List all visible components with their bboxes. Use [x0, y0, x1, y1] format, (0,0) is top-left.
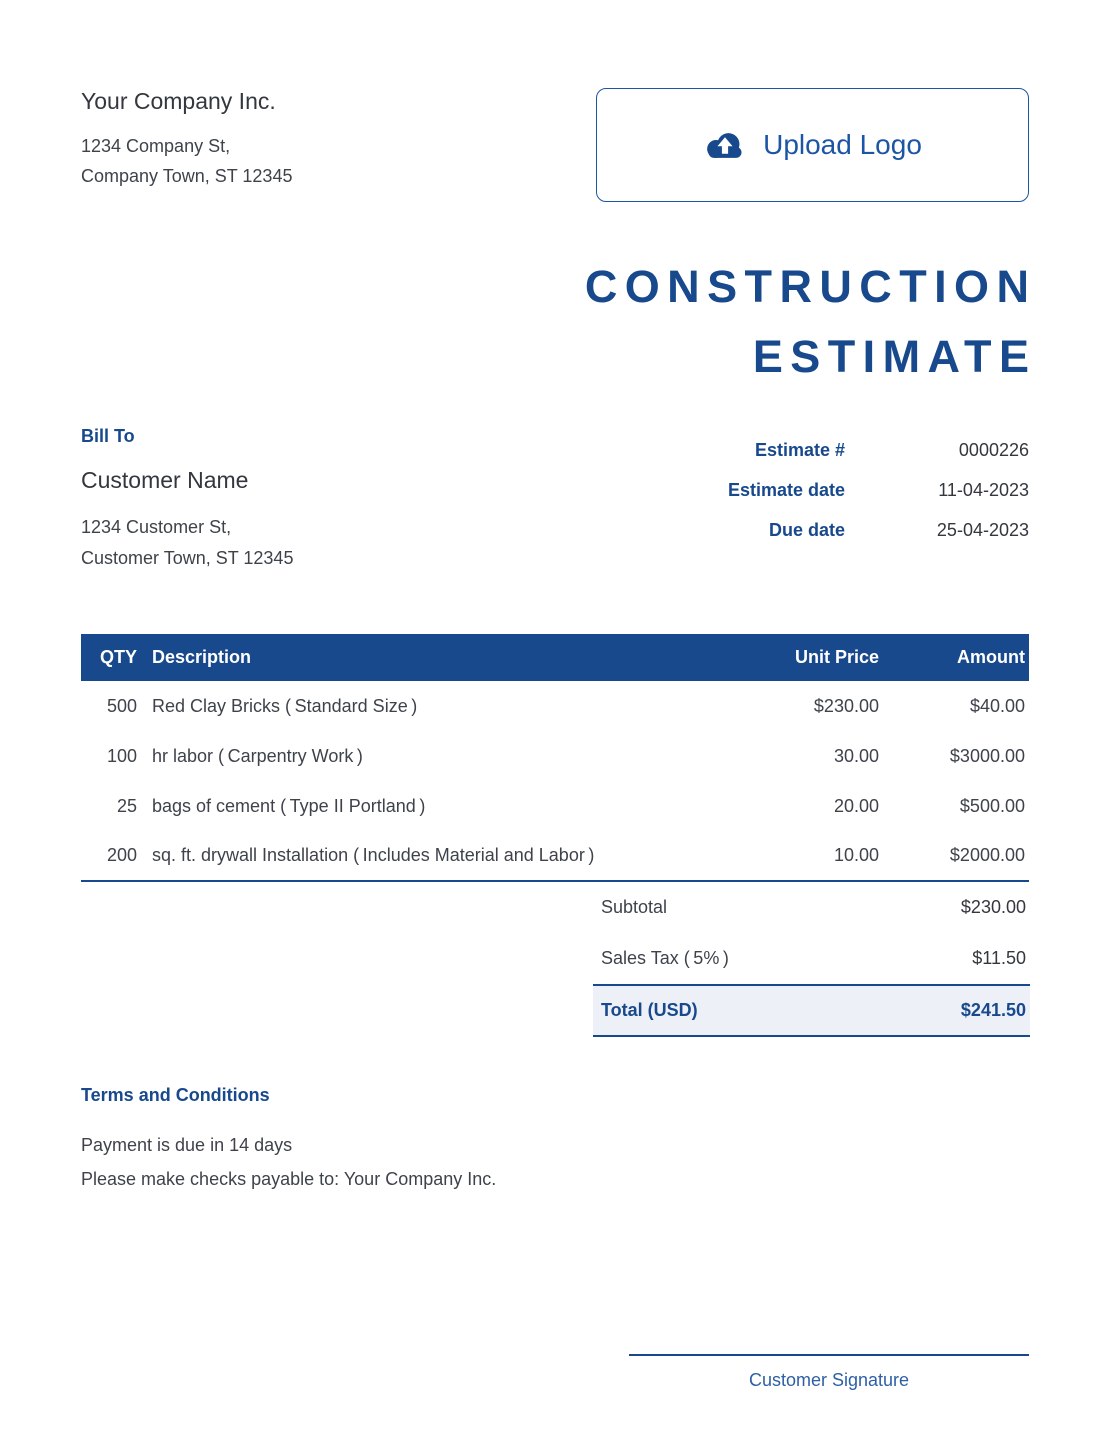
unit-price-cell: $230.00 [813, 695, 879, 716]
estimate-date-label: Estimate date [727, 480, 845, 500]
total-row [593, 984, 1030, 1037]
bill-to-heading: Bill To [81, 426, 135, 446]
estimate-number-value: 0000226 [958, 440, 1029, 460]
due-date-value: 25-04-2023 [936, 520, 1029, 540]
subtotal-value: $230.00 [960, 897, 1026, 917]
items-table-header [81, 634, 1029, 681]
amount-column-header: Amount [879, 634, 1029, 681]
estimate-date-value: 11-04-2023 [938, 480, 1029, 500]
amount-cell: $40.00 [969, 695, 1025, 716]
qty-cell: 500 [106, 695, 137, 716]
estimate-meta [644, 440, 1029, 574]
table-row [81, 681, 1029, 731]
qty-column-header: QTY [81, 634, 137, 681]
signature-label: Customer Signature [748, 1370, 910, 1390]
cloud-upload-icon [703, 129, 747, 162]
company-address [81, 131, 292, 191]
sales-tax-label: Sales Tax ( 5% ) [601, 948, 729, 968]
document-title-line1: CONSTRUCTION [584, 261, 1037, 312]
unit-price-cell: 20.00 [833, 795, 879, 816]
estimate-number-row [644, 440, 1029, 461]
description-cell: hr labor ( Carpentry Work ) [152, 745, 363, 766]
amount-cell: $3000.00 [949, 745, 1025, 766]
totals-section [593, 882, 1030, 1037]
amount-cell: $2000.00 [949, 845, 1025, 865]
unit-price-column-header: Unit Price [664, 634, 879, 681]
qty-cell: 100 [106, 745, 137, 766]
qty-cell: 25 [116, 795, 137, 816]
signature-block [629, 1354, 1029, 1391]
total-label: Total (USD) [601, 1000, 698, 1020]
terms-heading: Terms and Conditions [81, 1085, 270, 1105]
qty-cell: 200 [106, 845, 137, 865]
customer-address [81, 512, 293, 574]
company-address-line1: 1234 Company St, [81, 136, 231, 156]
customer-address-line1: 1234 Customer St, [81, 517, 232, 537]
customer-name: Customer Name [81, 467, 249, 493]
header [81, 88, 1029, 202]
due-date-row [644, 520, 1029, 541]
signature-line [629, 1354, 1029, 1356]
upload-logo-label: Upload Logo [763, 129, 922, 160]
items-table [81, 634, 1029, 882]
amount-cell: $500.00 [959, 795, 1025, 816]
header-row [81, 634, 1029, 681]
total-value: $241.50 [960, 1000, 1026, 1020]
company-name: Your Company Inc. [81, 88, 276, 114]
unit-price-cell: 10.00 [833, 845, 879, 865]
info-section [81, 426, 1029, 574]
estimate-number-label: Estimate # [754, 440, 845, 460]
unit-price-cell: 30.00 [833, 745, 879, 766]
customer-address-line2: Customer Town, ST 12345 [81, 548, 294, 568]
due-date-label: Due date [768, 520, 845, 540]
description-cell: Red Clay Bricks ( Standard Size ) [152, 695, 418, 716]
subtotal-row [593, 882, 1030, 933]
terms-section [81, 1085, 1029, 1196]
table-row [81, 831, 1029, 881]
sales-tax-value: $11.50 [972, 948, 1026, 968]
estimate-date-row [644, 480, 1029, 501]
upload-logo-button[interactable] [596, 88, 1029, 202]
terms-line1: Payment is due in 14 days [81, 1135, 293, 1155]
company-info [81, 88, 292, 191]
company-address-line2: Company Town, ST 12345 [81, 166, 293, 186]
description-column-header: Description [137, 634, 664, 681]
terms-line2: Please make checks payable to: Your Company Inc. [81, 1169, 497, 1189]
table-row [81, 781, 1029, 831]
description-cell: sq. ft. drywall Installation ( Includes Material and Labor ) [152, 845, 595, 865]
subtotal-label: Subtotal [601, 897, 668, 917]
document-title-line2: ESTIMATE [752, 331, 1037, 382]
description-cell: bags of cement ( Type II Portland ) [152, 795, 426, 816]
sales-tax-row [593, 933, 1030, 984]
document-title [81, 252, 1037, 392]
bill-to-block [81, 426, 293, 574]
table-row [81, 731, 1029, 781]
